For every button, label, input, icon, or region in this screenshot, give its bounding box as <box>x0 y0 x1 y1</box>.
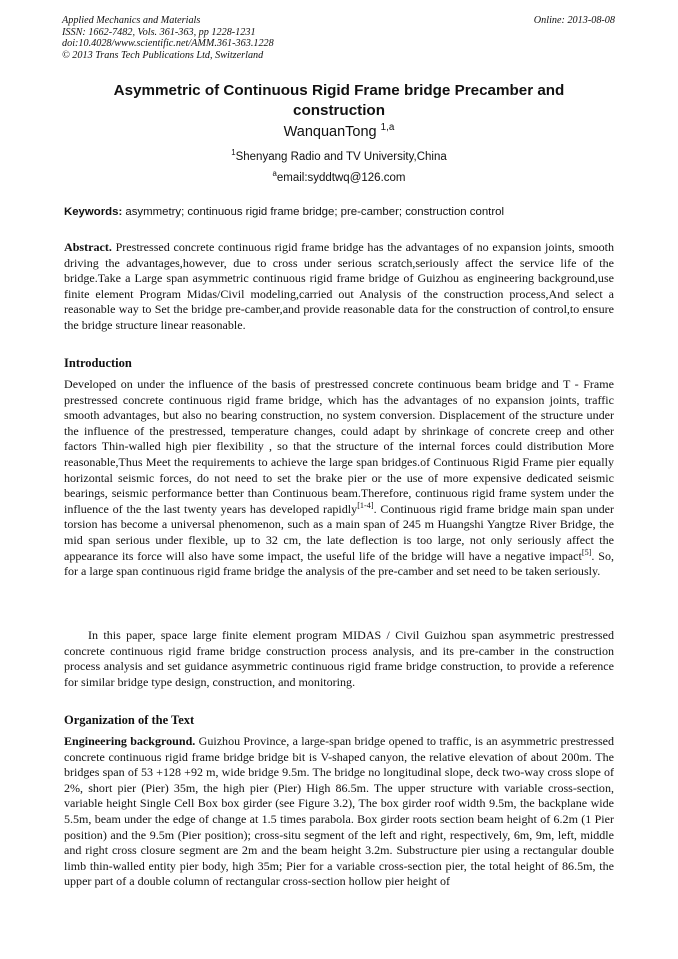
organization-heading: Organization of the Text <box>64 713 195 727</box>
author-superscript: 1,a <box>380 122 395 134</box>
abstract-label: Abstract. <box>64 240 112 254</box>
affiliation-text: Shenyang Radio and TV University,China <box>235 151 447 163</box>
intro-text-c: . So, for a large span continuous rigid frame bridge the analysis of the pre-camber and set need to be taken seriously. <box>64 548 615 579</box>
introduction-paragraph-1 <box>64 377 614 580</box>
keywords-label: Keywords: <box>64 206 123 218</box>
doi-line[interactable]: doi:10.4028/www.scientific.net/AMM.361-363.1228 <box>62 38 274 50</box>
abstract <box>64 240 614 334</box>
email-line <box>0 169 678 184</box>
abstract-text: Prestressed concrete continuous rigid frame bridge has the advantages of no expansion joints, smooth driving the advantages,however, due to cross under serious scratch,seriously affect the service life of the bridge.Take a Large span asymmetric continuous rigid frame bridge of Guizhou as engineering background,use finite element Program Midas/Civil modeling,carried out Analysis of the construction process,And select a reasonable way to Set the bridge pre-camber,and provide reasonable data for the construction of control,to ensure the bridge structure linear reasonable. <box>64 240 614 332</box>
author-line <box>0 124 678 140</box>
keywords-text: asymmetry; continuous rigid frame bridge; pre-camber; construction control <box>125 206 504 218</box>
intro-text-a: Developed on under the influence of the basis of prestressed concrete continuous beam bridge and T - Frame prestressed concrete continuous rigid frame bridge, which has the advantages of no expansion joints, traffic smooth advantages, but also no bearing construction, no system conversion. Displacement of the structure under the influence of the prestressed, temperature changes, could adapt by shrinkage of concrete creep and other factors Thin-walled high pier flexibility , so that the structure of the internal forces could distribution More reasonable,Thus Meet the requirements to achieve the large span bridges.of Continuous Rigid Frame pier equally horizontal seismic forces, do not need to set the brake pier or the use of more expensive dedicated seismic bearings, seismic performance better than Continuous beam.Therefore, continuous rigid frame system under the influence of the the last twenty years has developed rapidly <box>64 377 614 516</box>
issn-line: ISSN: 1662-7482, Vols. 361-363, pp 1228-1231 <box>62 26 256 38</box>
citation-1-4[interactable]: [1-4] <box>357 500 374 510</box>
online-date: Online: 2013-08-08 <box>533 15 615 26</box>
citation-5[interactable]: [5] <box>581 547 592 557</box>
affiliation-line <box>0 148 678 163</box>
engineering-background <box>64 734 614 890</box>
email-superscript: a <box>272 169 277 179</box>
copyright-line: © 2013 Trans Tech Publications Ltd, Switzerland <box>62 49 264 61</box>
intro-text-b: . Continuous rigid frame bridge main span under torsion has become a universal phenomenon, such as a main span of 245 m Huangshi Yangtze River Bridge, the mid span serious under flexible, up to 32 cm, the late deflection is too large, not only seriously affect the appearance its force will also have some impact, the useful life of the bridge will have a negative impact <box>64 501 615 563</box>
engineering-background-text: Guizhou Province, a large-span bridge opened to traffic, is an asymmetric prestressed concrete continuous rigid frame bridge bridge bit is V-shaped canyon, the relative elevation of about 200m. The bridges span of 53 +128 +92 m, wide bridge 9.5m. The bridge no longitudinal slope, deck two-way cross slope of 2%, short pier (Pier) 35m, the high pier (Pier) High 86.5m. The upper structure with variable cross-section, variable height Single Cell Box box girder (see Figure 3.2), The box girder roof width 9.5m, the backplane wide 5.5m, beam under the edge of change at 1.5 times parabola. Box girder roots section beam height of 6.2m (1 Pier position) and the 9.5m (Pier position); cross-situ segment of the left and right, respectively, 6m, 9m, left, middle and right cross closure segment are 2m and the beam height 3.2m. Substructure pier using a rectangular double limb thin-walled entity pier body, high 35m; Pier for a variable cross-section pier, the total height of 86.5m, the upper part of a double column of rectangular cross-section hollow pier height of <box>64 734 614 889</box>
introduction-paragraph-2: In this paper, space large finite element program MIDAS / Civil Guizhou span asymmetric prestressed concrete continuous rigid frame bridge construction process analysis, and its pre-camber in the construction process analysis and set guidance asymmetric continuous rigid frame bridge construction, to provide a reference for similar bridge type design, construction, and monitoring. <box>64 628 614 689</box>
email-text[interactable]: email:syddtwq@126.com <box>276 172 406 184</box>
affiliation-superscript: 1 <box>231 148 236 158</box>
journal-name: Applied Mechanics and Materials <box>62 15 201 26</box>
engineering-background-label: Engineering background. <box>64 734 196 748</box>
journal-header <box>62 15 615 61</box>
author-name: WanquanTong <box>283 124 377 140</box>
keywords <box>64 206 618 218</box>
introduction-heading: Introduction <box>64 356 132 370</box>
paper-title: Asymmetric of Continuous Rigid Frame bridge Precamber and construction <box>113 82 565 119</box>
